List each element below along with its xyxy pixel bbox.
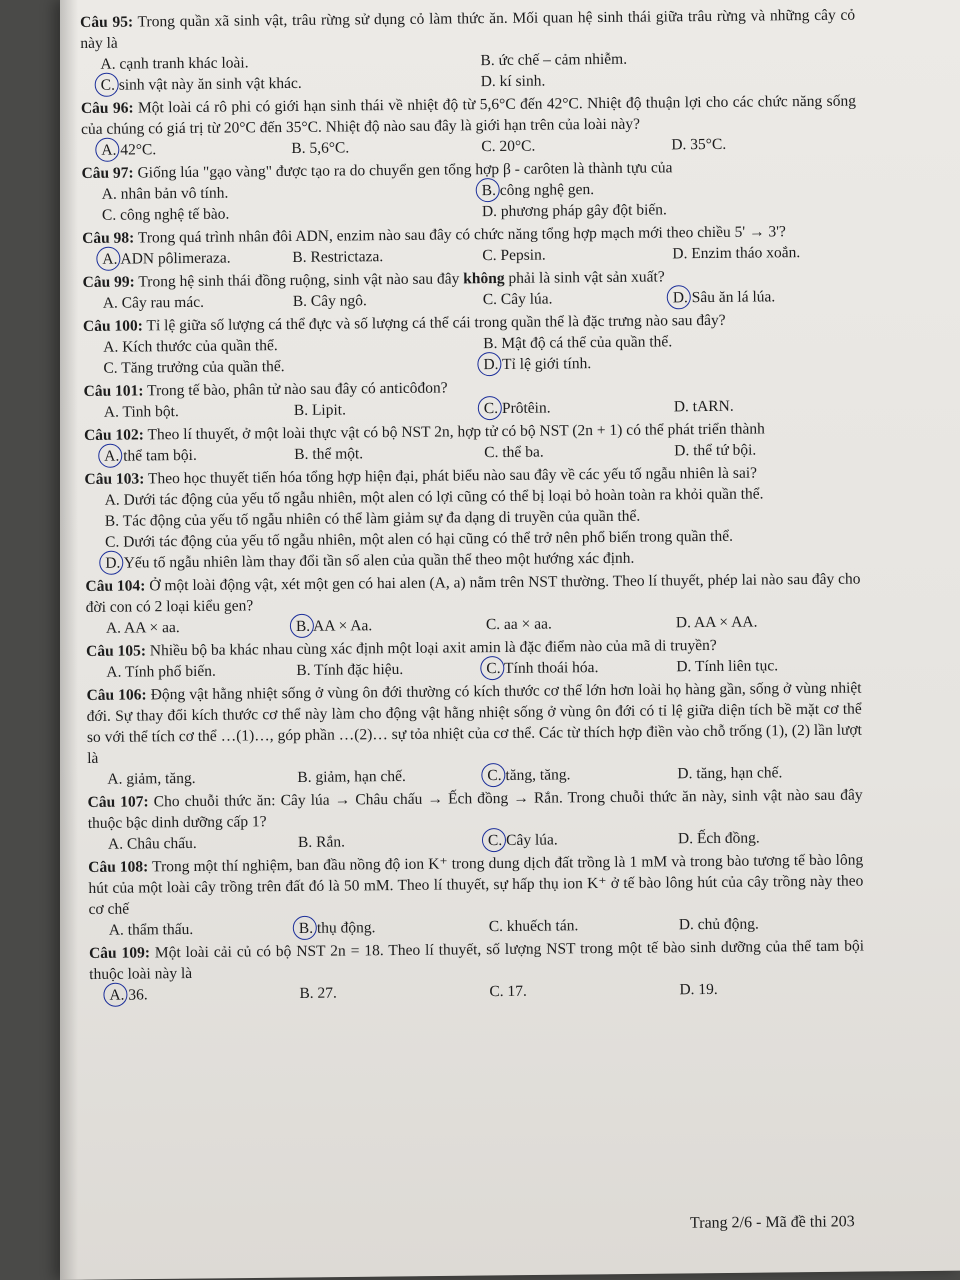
option-c: C. Tăng trưởng của quần thể.	[103, 358, 285, 377]
question-104	[85, 569, 861, 639]
option-d-marked: D. Yếu tố ngẫu nhiên làm thay đổi tần số alen của quần thể theo một hướng xác định.	[105, 546, 845, 574]
option-d: D. chủ động.	[678, 915, 759, 934]
question-108	[88, 850, 864, 941]
question-number: Câu 98:	[82, 229, 135, 247]
option-c: C. thể ba.	[484, 443, 544, 462]
option-b-marked: B. AA × Aa.	[296, 614, 486, 637]
option-b-marked: B. thụ động.	[299, 916, 489, 939]
question-number: Câu 105:	[86, 642, 147, 660]
option-d-marked: D. Tỉ lệ giới tính.	[483, 350, 863, 375]
option-c: C. Cây lúa.	[482, 290, 553, 309]
option-b: B. 5,6°C.	[291, 139, 350, 157]
question-109	[89, 936, 865, 1006]
option-a: A. nhân bản vô tính.	[101, 184, 229, 203]
option-c-marked: C. Tính thoái hóa.	[486, 656, 676, 679]
option-c: C. Dưới tác động của yếu tố ngẫu nhiên, một alen có hại cũng có thể trở nên phổ biến trong quần thể.	[105, 527, 733, 551]
question-number: Câu 107:	[87, 793, 149, 811]
option-a: A. AA × aa.	[105, 619, 180, 637]
question-stem: Theo học thuyết tiến hóa tổng hợp hiện đại, phát biểu nào sau đây về các yếu tố ngẫu nhiên là sai?	[147, 464, 758, 488]
question-stem: Cho chuỗi thức ăn: Cây lúa → Châu chấu → Ếch đồng → Rắn. Trong chuỗi thức ăn này, sinh vật nào sau đây thuộc bậc dinh dưỡng cấp 1?	[87, 786, 863, 832]
question-106	[86, 678, 862, 790]
option-a: A. Tinh bột.	[103, 403, 179, 421]
answer-options	[102, 177, 857, 226]
question-stem: Giống lúa "gạo vàng" được tạo ra do chuyển gen tổng hợp β - carôten là thành tựu của	[137, 159, 673, 182]
question-100	[83, 309, 859, 379]
option-b: B. Cây ngô.	[292, 292, 367, 310]
question-95	[80, 5, 856, 96]
option-b: B. Mật độ cá thể của quần thể.	[483, 333, 673, 353]
option-d: D. kí sinh.	[480, 72, 546, 91]
question-number: Câu 102:	[83, 426, 145, 444]
question-number: Câu 97:	[81, 164, 134, 182]
option-b: B. Lipit.	[293, 401, 347, 419]
question-stem: Trong một thí nghiệm, ban đầu nồng độ ion K⁺ trong dung dịch đất trồng là 1 mM và trong bào tương tế bào lông hút của một loài cây trồng trên đất đó là 50 mM. Theo lí thuyết, sự hấp thụ ion K⁺ ở tế bào lông hút của cây trồng này theo cơ chế	[88, 851, 864, 918]
option-a-marked: A. 42°C.	[101, 138, 291, 161]
question-103	[84, 462, 860, 574]
option-b: B. Tác động của yếu tố ngẫu nhiên có thể làm giảm sự đa dạng di truyền của quần thể.	[104, 507, 641, 530]
question-97	[81, 156, 857, 226]
option-d: D. 35°C.	[671, 135, 727, 154]
question-96	[81, 91, 857, 161]
question-stem: Trong quần xã sinh vật, trâu rừng sử dụng cỏ làm thức ăn. Mối quan hệ sinh thái giữa trâu rừng và những cây cỏ này là	[80, 6, 856, 52]
option-b: B. Restrictaza.	[292, 248, 384, 266]
question-number: Câu 108:	[88, 858, 149, 876]
question-stem: Một loài cải củ có bộ NST 2n = 18. Theo lí thuyết, số lượng NST trong một tế bào sinh dưỡng của thể tam bội thuộc loài này là	[89, 937, 865, 983]
question-stem: Một loài cá rô phi có giới hạn sinh thái về nhiệt độ từ 5,6°C đến 42°C. Nhiệt độ thuận lợi cho các chức năng sống của chúng có giá trị từ 20°C đến 35°C. Nhiệt độ nào sau đây là giới hạn trên của loài này?	[81, 92, 856, 138]
question-107	[87, 785, 863, 855]
option-b: B. giảm, hạn chế.	[297, 767, 406, 786]
question-number: Câu 95:	[80, 13, 134, 31]
question-number: Câu 96:	[80, 99, 134, 117]
option-a: A. thẩm thấu.	[108, 920, 194, 939]
option-a: A. Tính phổ biến.	[106, 662, 216, 681]
option-a: A. giảm, tăng.	[107, 769, 196, 788]
option-c-marked: C. Prôtêin.	[484, 396, 674, 419]
option-a: A. Cây rau mác.	[102, 293, 205, 312]
option-c: C. aa × aa.	[485, 615, 552, 634]
option-d: D. Ếch đồng.	[677, 829, 760, 848]
question-stem: Trong tế bào, phân tử nào sau đây có anticôđon?	[147, 379, 448, 400]
option-a: A. Châu chấu.	[107, 834, 197, 853]
sheet-shadow-edge	[60, 0, 78, 1280]
question-number: Câu 101:	[83, 382, 144, 400]
option-a-marked: A. 36.	[109, 983, 299, 1006]
option-d: D. AA × AA.	[675, 613, 758, 632]
option-b: B. 27.	[299, 984, 337, 1002]
question-101	[84, 374, 859, 423]
option-a-marked: A. thể tam bội.	[104, 444, 294, 467]
answer-options	[103, 330, 858, 379]
option-d: D. phương pháp gây đột biến.	[481, 201, 667, 221]
question-stem-end: phải là sinh vật sản xuất?	[504, 268, 665, 287]
question-number: Câu 104:	[85, 577, 146, 595]
question-stem: Trong quá trình nhân đôi ADN, enzim nào sau đây có chức năng tổng hợp mạch mới theo chiều 5' → 3'?	[137, 223, 786, 247]
option-a-marked: A. ADN pôlimeraza.	[102, 247, 292, 270]
option-c: C. khuếch tán.	[488, 917, 579, 936]
question-number: Câu 103:	[84, 470, 145, 488]
option-d: D. 19.	[679, 980, 718, 999]
question-number: Câu 100:	[82, 317, 143, 335]
answer-options	[100, 47, 855, 96]
option-d: D. tARN.	[673, 397, 734, 416]
question-105	[86, 634, 861, 683]
question-number: Câu 109:	[88, 944, 151, 962]
question-99	[82, 265, 857, 314]
question-stem: Nhiều bộ ba khác nhau cùng xác định một loại axit amin là đặc điểm nào của mã di truyền?	[149, 636, 717, 660]
option-b-marked: B. công nghệ gen.	[482, 177, 862, 202]
option-d: D. Tính liên tục.	[676, 657, 779, 676]
option-c-marked: C. tăng, tăng.	[487, 763, 677, 786]
option-b: B. Tính đặc hiệu.	[296, 660, 404, 679]
option-b: B. Rắn.	[297, 833, 345, 851]
option-a: A. Kích thước của quần thể.	[103, 337, 278, 356]
question-stem-emphasis: không	[463, 269, 505, 288]
option-c: C. 20°C.	[481, 137, 536, 156]
option-d: D. Enzim tháo xoắn.	[672, 244, 801, 263]
question-stem: Theo lí thuyết, ở một loài thực vật có bộ NST 2n, hợp tử có bộ NST (2n + 1) có thể phát triển thành	[147, 420, 765, 444]
option-c-marked: C. Cây lúa.	[488, 828, 678, 851]
option-a: A. cạnh tranh khác loài.	[100, 54, 249, 73]
option-b: B. thể một.	[294, 445, 364, 463]
answer-options	[105, 483, 861, 574]
option-b: B. ức chế – cảm nhiễm.	[480, 50, 628, 70]
question-stem: Ở một loài động vật, xét một gen có hai alen (A, a) nằm trên NST thường. Theo lí thuyết, phép lai nào sau đây cho đời con có 2 loại kiểu gen?	[85, 570, 861, 616]
question-stem: Tỉ lệ giữa số lượng cá thể đực và số lượng cá thể cái trong quần thể là đặc trưng nào sau đây?	[146, 311, 726, 335]
question-102	[84, 418, 859, 467]
question-98	[82, 221, 857, 270]
question-stem-start: Trong hệ sinh thái đồng ruộng, sinh vật nào sau đây	[138, 270, 464, 291]
option-c: C. 17.	[489, 982, 527, 1001]
option-a: A. Dưới tác động của yếu tố ngẫu nhiên, một alen có lợi cũng có thể bị loại bỏ hoàn toàn ra khỏi quần thể.	[104, 485, 764, 509]
option-d: D. thể tứ bội.	[674, 441, 757, 460]
question-number: Câu 99:	[82, 273, 135, 291]
question-number: Câu 106:	[86, 686, 147, 704]
exam-content	[80, 5, 865, 1008]
page-footer: Trang 2/6 - Mã đề thi 203	[689, 1213, 855, 1232]
option-c: C. Pepsin.	[482, 246, 546, 265]
option-c: C. công nghệ tế bào.	[101, 205, 230, 224]
option-d: D. tăng, hạn chế.	[677, 764, 783, 783]
option-d-marked: D. Sâu ăn lá lúa.	[673, 285, 863, 308]
option-c-marked: C. sinh vật này ăn sinh vật khác.	[101, 71, 481, 96]
question-stem: Động vật hằng nhiệt sống ở vùng ôn đới thường có kích thước cơ thể lớn hơn loài họ hàng gần, sống ở vùng nhiệt đới. Sự thay đổi kích thước cơ thể này làm cho động vật hằng nhiệt sống ở vùng ôn đới có tỉ lệ giữa diện tích bề mặt cơ thể so với thể tích cơ thể …(1)…, góp phần …(2)… sự tỏa nhiệt của cơ thể. Các từ thích hợp điền vào chỗ trống (1), (2) lần lượt là	[86, 679, 863, 767]
